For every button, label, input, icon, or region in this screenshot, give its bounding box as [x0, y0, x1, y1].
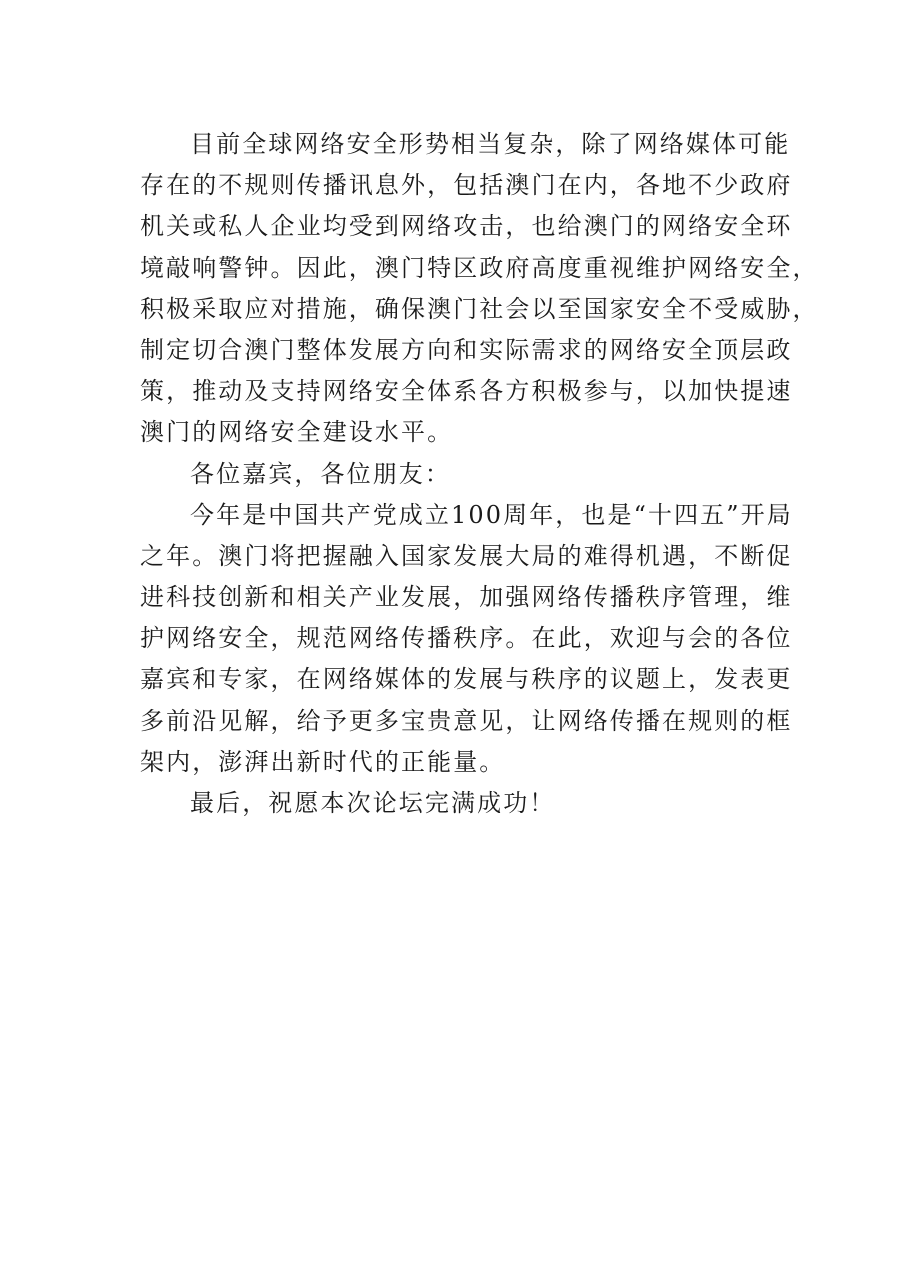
text-line: 最后，祝愿本次论坛完满成功！: [190, 789, 556, 817]
text-line: 积极采取应对措施，确保澳门社会以至国家安全不受威胁，: [140, 294, 819, 323]
text-line: 架内，澎湃出新时代的正能量。: [140, 747, 506, 776]
text-line: 进科技创新和相关产业发展，加强网络传播秩序管理，维: [140, 583, 793, 612]
text-line: 嘉宾和专家，在网络媒体的发展与秩序的议题上，发表更: [140, 665, 793, 694]
text-line: 制定切合澳门整体发展方向和实际需求的网络安全顶层政: [140, 335, 793, 364]
text-line: 之年。澳门将把握融入国家发展大局的难得机遇，不断促: [140, 541, 793, 570]
text-line: 澳门的网络安全建设水平。: [140, 418, 454, 447]
paragraph-centenary: [140, 495, 793, 783]
text-line: 机关或私人企业均受到网络攻击，也给澳门的网络安全环: [140, 212, 793, 241]
text-line: 今年是中国共产党成立100周年，也是“十四五”开局: [190, 500, 793, 529]
paragraph-greeting: [140, 454, 780, 495]
text-line: 各位嘉宾，各位朋友：: [190, 459, 451, 488]
text-line: 境敲响警钟。因此，澳门特区政府高度重视维护网络安全，: [140, 253, 819, 282]
text-line: 目前全球网络安全形势相当复杂，除了网络媒体可能: [190, 130, 791, 158]
text-line: 存在的不规则传播讯息外，包括澳门在内，各地不少政府: [140, 171, 793, 200]
paragraph-cybersecurity: [140, 124, 819, 454]
paragraph-closing: [140, 783, 780, 824]
document-body: [140, 124, 819, 824]
text-line: 护网络安全，规范网络传播秩序。在此，欢迎与会的各位: [140, 624, 793, 653]
text-line: 策，推动及支持网络安全体系各方积极参与，以加快提速: [140, 377, 793, 406]
text-line: 多前沿见解，给予更多宝贵意见，让网络传播在规则的框: [140, 706, 793, 735]
